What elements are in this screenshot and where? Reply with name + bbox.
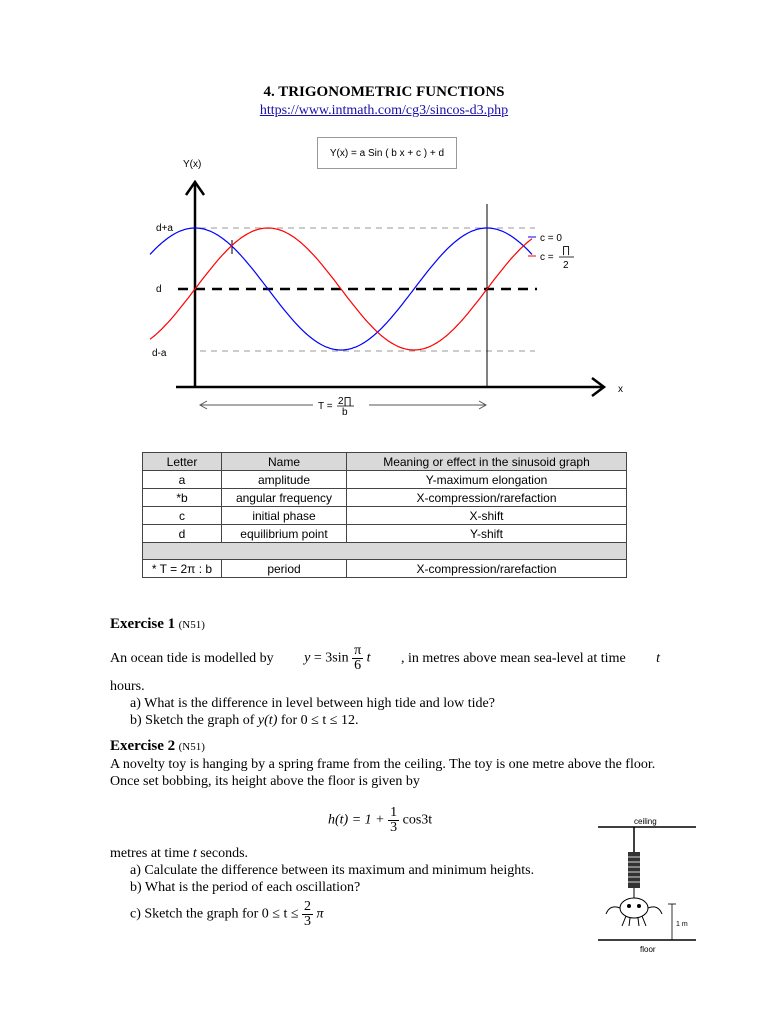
- eq-fraction: [352, 644, 363, 673]
- exercise-1-t: t: [656, 650, 660, 666]
- exercise-1-equation: [304, 644, 370, 673]
- table-cell: amplitude: [222, 471, 347, 489]
- period-label-prefix: T =: [318, 401, 333, 412]
- exercise-2-qc: [110, 900, 600, 929]
- table-cell: Y-maximum elongation: [347, 471, 627, 489]
- page-title: 4. TRIGONOMETRIC FUNCTIONS: [263, 84, 505, 100]
- table-header-cell: Meaning or effect in the sinusoid graph: [347, 453, 627, 471]
- level-top-label: d+a: [156, 223, 173, 234]
- floor-label: floor: [640, 945, 656, 954]
- level-bottom-label: d-a: [152, 348, 167, 359]
- table-row: [143, 525, 627, 543]
- exercise-1-text-after: , in metres above mean sea-level at time: [400, 650, 626, 666]
- table-cell: d: [143, 525, 222, 543]
- qc-fraction: [302, 900, 313, 929]
- h-eq-rhs: cos3t: [402, 812, 433, 828]
- table-cell: c: [143, 507, 222, 525]
- exercise-1-qa: a) What is the difference in level between high tide and low tide?: [130, 696, 495, 711]
- exercise-2-qa: a) Calculate the difference between its maximum and minimum heights.: [130, 863, 535, 878]
- table-row: [143, 507, 627, 525]
- exercise-2-ref: (N51): [178, 741, 205, 753]
- table-cell: initial phase: [222, 507, 347, 525]
- exercise-1-title: Exercise 1: [110, 616, 176, 632]
- sinusoid-parameter-table: [142, 452, 627, 578]
- h-eq-num: 1: [390, 805, 398, 820]
- table-cell: X-compression/rarefaction: [347, 560, 627, 578]
- table-cell: angular frequency: [222, 489, 347, 507]
- source-link[interactable]: https://www.intmath.com/cg3/sincos-d3.php: [259, 103, 509, 118]
- qb-prefix: b) Sketch the graph of: [130, 713, 255, 728]
- table-cell: equilibrium point: [222, 525, 347, 543]
- exercise-1-text: An ocean tide is modelled by: [110, 650, 274, 666]
- exercise-2-qb: b) What is the period of each oscillation?: [130, 880, 361, 895]
- eq-y: y: [304, 650, 311, 666]
- h-eq-lhs: h(t) = 1 +: [328, 812, 385, 828]
- qc-den: 3: [304, 914, 312, 929]
- eq-den: 6: [354, 657, 362, 673]
- exercise-1-statement: [110, 640, 660, 676]
- x-axis-label: x: [618, 384, 623, 395]
- period-num: 2∏: [338, 396, 352, 407]
- table-row: [143, 489, 627, 507]
- level-mid-label: d: [156, 284, 162, 295]
- table-cell: Y-shift: [347, 525, 627, 543]
- spring-toy-figure: [596, 812, 702, 958]
- table-header-cell: Name: [222, 453, 347, 471]
- table-cell: period: [222, 560, 347, 578]
- table-header-cell: Letter: [143, 453, 222, 471]
- spring-icon: [628, 852, 640, 888]
- formula-text: Y(x) = a Sin ( b x + c ) + d: [329, 147, 445, 159]
- eq-num: π: [354, 642, 362, 658]
- period-den: b: [342, 407, 348, 418]
- exercise-2-questions: [110, 845, 600, 929]
- exercise-1-cont: hours.: [110, 679, 145, 694]
- table-cell: * T = 2π : b: [143, 560, 222, 578]
- qc-num: 2: [304, 899, 312, 914]
- legend-c-pi2-prefix: c =: [540, 252, 554, 263]
- exercise-2-para1: A novelty toy is hanging by a spring frame from the ceiling. The toy is one metre above the floor. Once set bobbing, its height above the floor is given by: [110, 757, 656, 789]
- h-eq-fraction: [388, 806, 399, 835]
- table-cell: a: [143, 471, 222, 489]
- sinusoid-graph: [0, 0, 768, 440]
- toy-eye-icon: [637, 904, 641, 908]
- table-cell: *b: [143, 489, 222, 507]
- qc-pi: π: [316, 906, 324, 922]
- table-header-row: [143, 453, 627, 471]
- legend-pi: ∏: [562, 245, 571, 256]
- table-cell: X-shift: [347, 507, 627, 525]
- height-label: 1 m: [676, 921, 688, 928]
- para2-t: t: [192, 846, 197, 861]
- legend-2: 2: [563, 260, 569, 271]
- toy-eye-icon: [627, 904, 631, 908]
- qb-suffix: for 0 ≤ t ≤ 12.: [280, 713, 359, 728]
- qc-prefix: c) Sketch the graph for 0 ≤ t ≤: [130, 906, 299, 922]
- table-cell: X-compression/rarefaction: [347, 489, 627, 507]
- para2-suffix: seconds.: [200, 846, 249, 861]
- toy-legs-icon: [606, 907, 662, 926]
- h-eq-den: 3: [390, 820, 398, 835]
- y-axis-label: Y(x): [183, 159, 202, 170]
- eq-mid: = 3sin: [313, 650, 349, 666]
- ceiling-label: ceiling: [634, 817, 657, 826]
- table-footer-row: [143, 560, 627, 578]
- exercise-2: [110, 738, 658, 790]
- exercise-1-ref: (N51): [178, 619, 205, 631]
- table-spacer-row: [143, 543, 627, 560]
- para2-prefix: metres at time: [110, 846, 190, 861]
- eq-t: t: [366, 650, 371, 666]
- exercise-2-title: Exercise 2: [110, 738, 176, 754]
- toy-body-icon: [620, 898, 648, 918]
- legend-c0: c = 0: [540, 233, 562, 244]
- exercise-2-equation: [328, 806, 432, 835]
- table-row: [143, 471, 627, 489]
- exercise-2-para2: [110, 845, 600, 862]
- qb-func: y(t): [257, 713, 278, 728]
- exercise-1: [110, 616, 660, 729]
- exercise-1-qb: [110, 712, 660, 729]
